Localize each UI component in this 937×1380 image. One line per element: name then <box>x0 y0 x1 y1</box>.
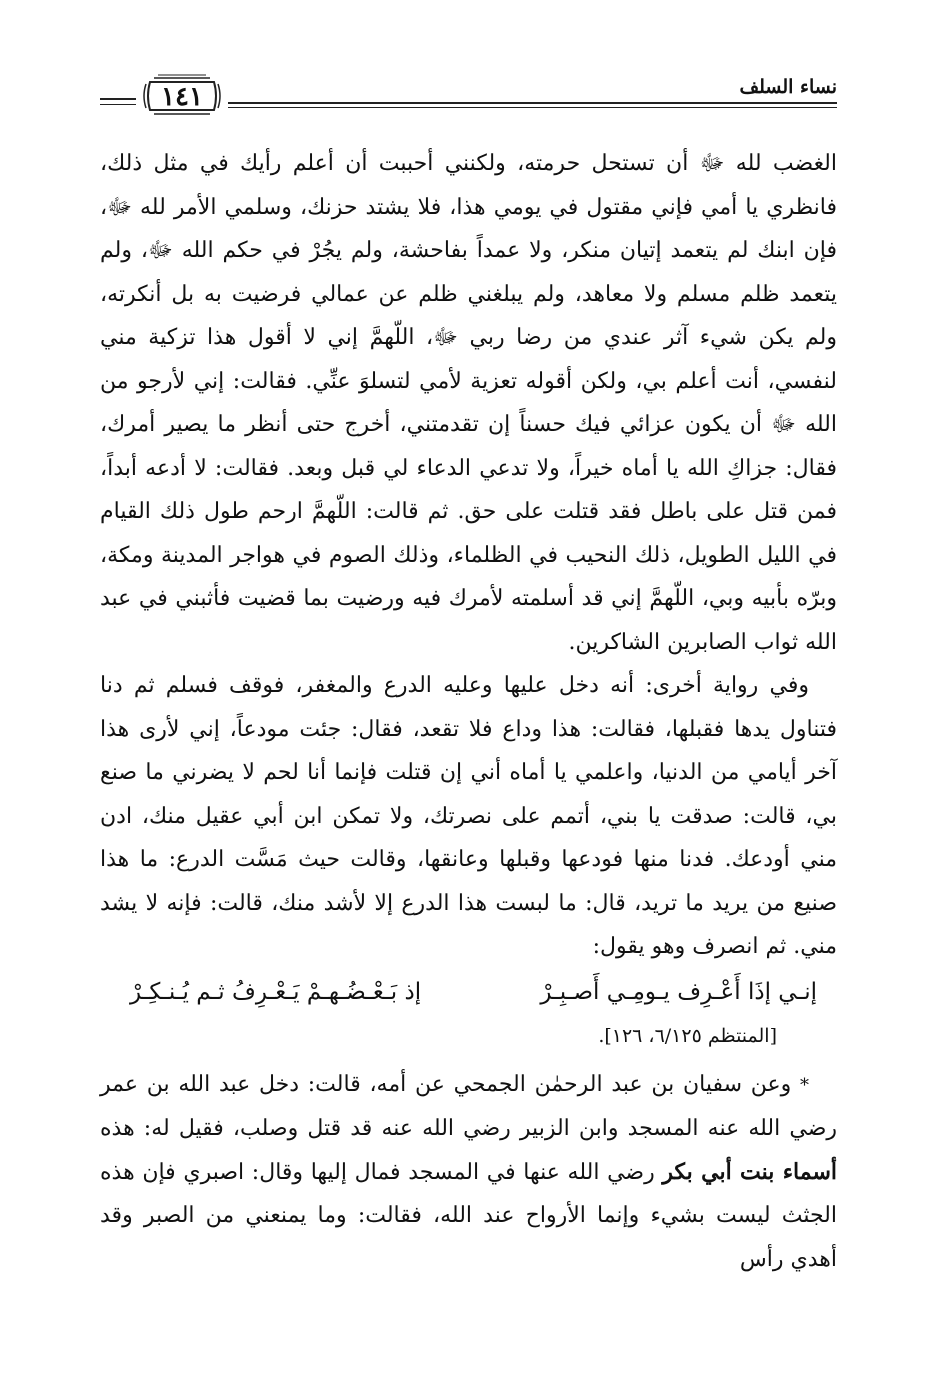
poem-second-hemistich: إذ بَـعْـضُـهـمْ يَـعْـرِفُ ثـم يُـنـكِـرْ <box>130 978 422 1005</box>
page-header <box>100 70 837 126</box>
header-rule <box>100 104 136 105</box>
body-text <box>100 142 837 1281</box>
poem-verse <box>100 971 837 1017</box>
header-rule <box>228 107 837 108</box>
paragraph-text: وعن سفيان بن عبد الرحمٰن الجمحي عن أمه، قالت: دخل عبد الله بن عمر رضي الله عنه المسجد وابن الزبير رضي الله عنه قد قتل وصلب، فقيل له: هذه <box>100 1071 837 1141</box>
paragraph: الغضب لله ﷻ أن تستحل حرمته، ولكنني أحببت أن أعلم رأيك في مثل ذلك، فانظري يا أمي فإني مقتول في يومي هذا، فلا يشتد حزنك، وسلمي الأمر لله ﷻ، فإن ابنك لم يتعمد إتيان منكر، ولا عمداً بفاحشة، ولم يجُرْ في حكم الله ﷻ، ولم يتعمد ظلم مسلم ولا معاهد، ولم يبلغني ظلم عن عمالي فرضيت به بل أنكرته، ولم يكن شيء آثر عندي من رضا ربي ﷻ، اللّهمَّ إني لا أقول هذا تزكية مني لنفسي، أنت أعلم بي، ولكن أقوله تعزية لأمي لتسلوَ عنِّي. فقالت: إني لأرجو من الله ﷻ أن يكون عزائي فيك حسناً إن تقدمتني، أخرج حتى أنظر ما يصير أمرك، فقال: جزاكِ الله يا أماه خيراً، ولا تدعي الدعاء لي قبل وبعد. فقالت: لا أدعه أبداً، فمن قتل على باطل فقد قتلت على حق. ثم قالت: اللّهمَّ ارحم طول ذلك القيام في الليل الطويل، ذلك النحيب في الظلماء، وذلك الصوم في هواجر المدينة ومكة، وبرّه بأبيه وبي، اللّهمَّ إني قد أسلمته لأمرك فيه ورضيت بما قضيت فأثبني في عبد الله ثواب الصابرين الشاكرين. <box>100 151 837 655</box>
page-number-frame <box>142 74 222 118</box>
highlighted-name: أسماء بنت أبي بكر <box>662 1158 838 1185</box>
header-rule <box>100 98 136 100</box>
paragraph <box>100 1063 837 1282</box>
header-rule <box>228 102 837 104</box>
source-citation: [المنتظم ٦/١٢٥، ١٢٦]. <box>598 1024 777 1047</box>
page-number: ١٤١ <box>161 82 203 112</box>
poem-first-hemistich: إنـي إذَا أَعْـرِف يـومِـي أَصـبِـرْ <box>540 978 817 1005</box>
star-bullet-icon: * <box>800 1074 809 1096</box>
paragraph-text: رضي الله عنها في المسجد فمال إليها وقال: اصبري فإن هذه الجثث ليست بشيء وإنما الأرواح عند الله، فقالت: وما يمنعني من الصبر وقد أهدي رأس <box>100 1159 837 1272</box>
paragraph: وفي رواية أخرى: أنه دخل عليها وعليه الدرع والمغفر، فوقف فسلم ثم دنا فتناول يدها فقبلها، فقالت: هذا وداع فلا تقعد، فقال: جئت مودعاً، إني لأرى هذا آخر أيامي من الدنيا، واعلمي يا أماه أني إن قتلت فإنما أنا لحم لا يضرني ما صنع بي، قالت: صدقت يا بني، أتمم على نصرتك، ولا تمكن ابن أبي عقيل منك، ادن مني أودعك. فدنا منها فودعها وقبلها وعانقها، وقالت حيث مَسَّت الدرع: ما هذا صنيع من يريد ما تريد، قال: ما لبست هذا الدرع إلا لأشد منك، قالت: فإنه لا يشد مني. ثم انصرف وهو يقول: <box>100 673 837 959</box>
running-title: نساء السلف <box>739 76 837 98</box>
